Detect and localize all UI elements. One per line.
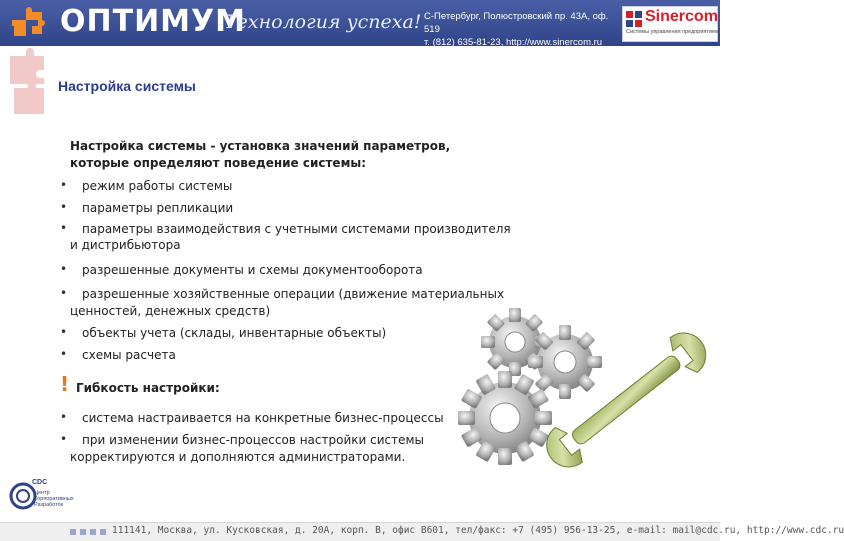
footer-logo-abbr: CDC [32, 479, 48, 486]
dots-decor-icon [70, 529, 106, 535]
flex-item-2-cont: корректируются и дополняются администраторами. [70, 450, 406, 464]
flex-item-2: при изменении бизнес-процессов настройки системы [82, 433, 424, 447]
bullet-item-2: параметры репликации [82, 201, 234, 215]
bullet-dot: • [60, 286, 68, 300]
bullet-item-1: режим работы системы [82, 179, 233, 193]
bullet-dot: • [60, 200, 68, 214]
partner-name: Sinercom [645, 8, 718, 25]
intro-line-2: которые определяют поведение системы: [70, 156, 367, 170]
footer-bar [0, 522, 844, 541]
intro-line-1: Настройка системы - установка значений параметров, [70, 139, 451, 153]
contact-phone: т. (812) 635-81-23, http://www.sinercom.ru [424, 37, 603, 48]
page-title: Настройка системы [58, 78, 196, 94]
footer-logo-text: Центр Корпоративных Разработок [34, 490, 74, 508]
flex-heading: Гибкость настройки: [76, 381, 220, 395]
bullet-item-4: разрешенные документы и схемы документооборота [82, 263, 423, 277]
exclamation-icon: ! [60, 372, 70, 396]
bullet-dot: • [60, 432, 68, 446]
bullet-item-3-cont: и дистрибьютора [70, 238, 181, 252]
bullet-dot: • [60, 262, 68, 276]
bullet-dot: • [60, 325, 68, 339]
flex-item-1: система настраивается на конкретные бизнес-процессы [82, 411, 444, 425]
bullet-item-3: параметры взаимодействия с учетными системами производителя [82, 222, 511, 236]
logo-text: ОПТИМУМ [60, 4, 247, 39]
bullet-item-6: объекты учета (склады, инвентарные объекты) [82, 326, 387, 340]
bullet-dot: • [60, 178, 68, 192]
partner-tagline: Системы управления предприятием [626, 29, 719, 35]
gears-and-wrench-icon [405, 290, 715, 470]
bullet-item-5-cont: ценностей, денежных средств) [70, 304, 271, 318]
bullet-dot: • [60, 410, 68, 424]
bullet-item-5: разрешенные хозяйственные операции (движение материальных [82, 287, 505, 301]
footer-address: 111141, Москва, ул. Кусковская, д. 20А, корп. В, офис В601, тел/факс: +7 (495) 956-13-25, e-mail: mail@cdc.ru, http://www.cdc.ru [112, 525, 844, 536]
bullet-item-7: схемы расчета [82, 348, 176, 362]
contact-address: С-Петербург, Полюстровский пр. 43А, оф. 519 [424, 11, 609, 35]
bullet-dot: • [60, 347, 68, 361]
bullet-dot: • [60, 221, 68, 235]
slogan: Технология успеха! [224, 11, 422, 33]
